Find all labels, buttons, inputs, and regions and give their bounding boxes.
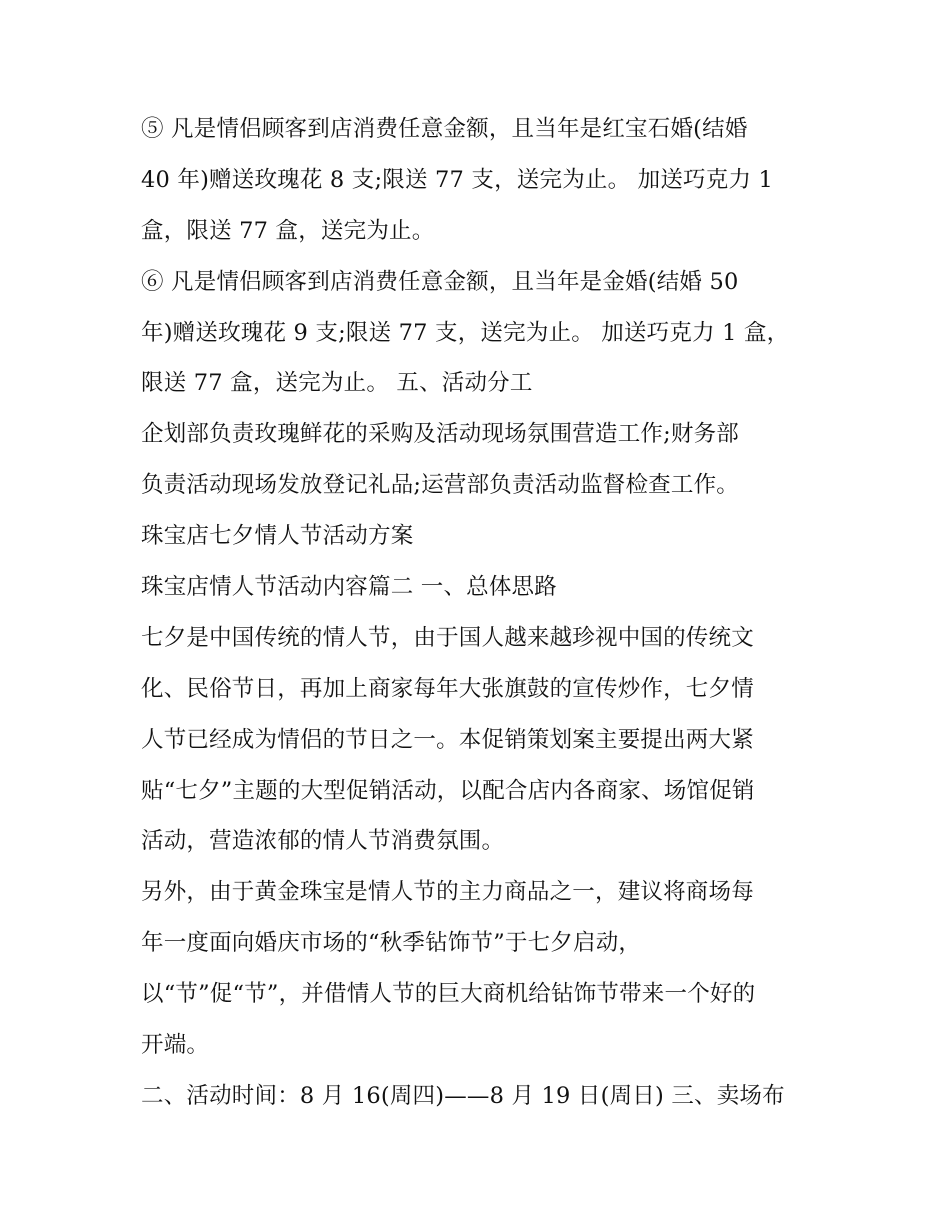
document-body	[141, 104, 821, 1122]
section-heading: 珠宝店情人节活动内容篇二 一、总体思路	[141, 574, 557, 601]
text-line: 二、活动时间：8 月 16(周四)——8 月 19 日(周日) 三、卖场布	[141, 1082, 785, 1109]
text-line: 负责活动现场发放登记礼品;运营部负责活动监督检查工作。	[141, 472, 739, 499]
text-line: 活动，营造浓郁的情人节消费氛围。	[141, 828, 505, 855]
text-line: ⑤ 凡是情侣顾客到店消费任意金额，且当年是红宝石婚(结婚	[141, 116, 748, 142]
text-line: 化、民俗节日，再加上商家每年大张旗鼓的宣传炒作，七夕情	[141, 675, 754, 702]
text-line: ⑥ 凡是情侣顾客到店消费任意金额，且当年是金婚(结婚 50	[141, 268, 739, 295]
text-line: 七夕是中国传统的情人节，由于国人越来越珍视中国的传统文	[141, 624, 754, 651]
text-line: 人节已经成为情侣的节日之一。本促销策划案主要提出两大紧	[141, 726, 754, 753]
text-line: 年一度面向婚庆市场的“秋季钻饰节”于七夕启动，	[141, 930, 642, 957]
text-line: 另外，由于黄金珠宝是情人节的主力商品之一，建议将商场每	[141, 879, 754, 906]
text-line: 年)赠送玫瑰花 9 支;限送 77 支，送完为止。 加送巧克力 1 盒，	[141, 319, 790, 346]
text-line: 贴“七夕”主题的大型促销活动，以配合店内各商家、场馆促销	[141, 777, 755, 804]
text-line: 限送 77 盒，送完为止。 五、活动分工	[141, 370, 533, 397]
text-line: 40 年)赠送玫瑰花 8 支;限送 77 支，送完为止。 加送巧克力 1	[141, 166, 774, 193]
text-line: 企划部负责玫瑰鲜花的采购及活动现场氛围营造工作;财务部	[141, 421, 739, 448]
text-line: 开端。	[141, 1032, 210, 1059]
text-line: 以“节”促“节”，并借情人节的巨大商机给钻饰节带来一个好的	[141, 981, 756, 1008]
text-line: 盒，限送 77 盒，送完为止。	[141, 217, 435, 244]
section-heading: 珠宝店七夕情人节活动方案	[141, 523, 414, 550]
